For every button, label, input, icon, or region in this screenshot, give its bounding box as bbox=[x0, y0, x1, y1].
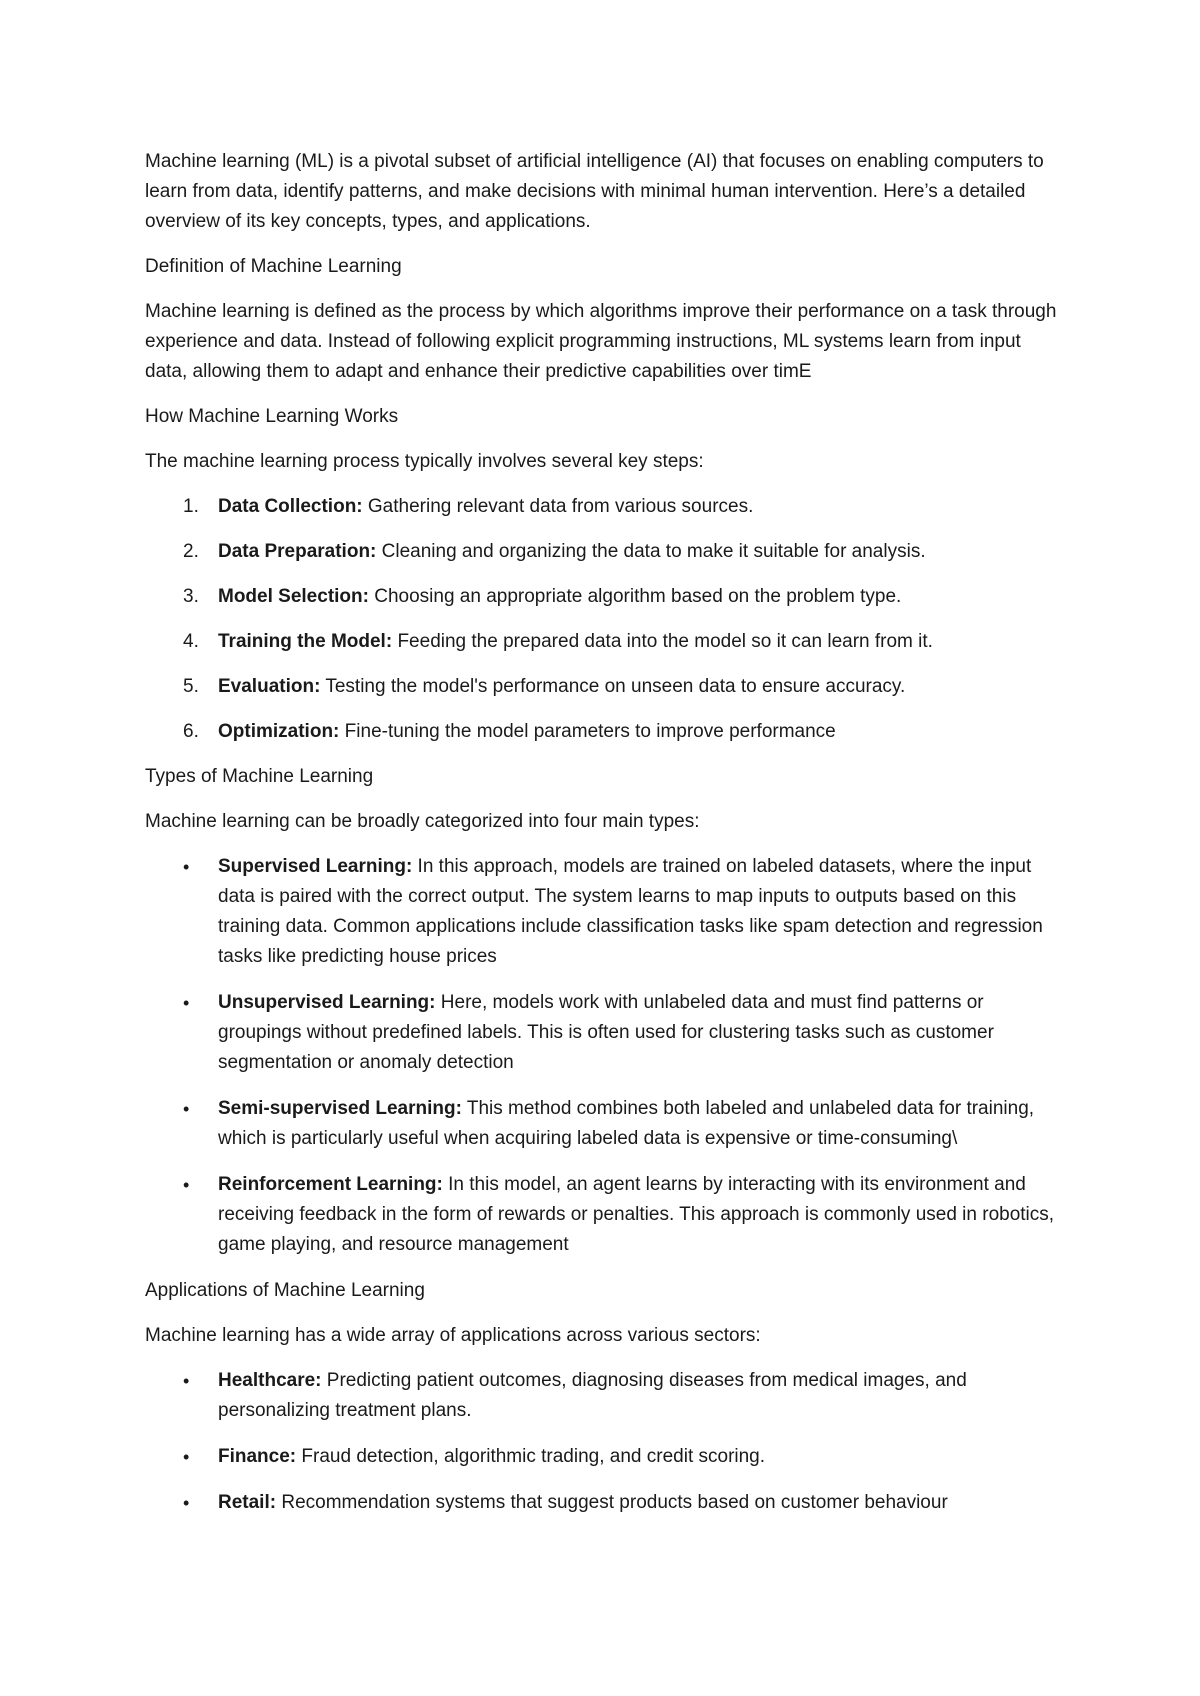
bullet-icon: • bbox=[183, 1175, 190, 1195]
how-intro-paragraph: The machine learning process typically involves several key steps: bbox=[145, 451, 704, 472]
step-text: Fine-tuning the model parameters to improve performance bbox=[339, 721, 836, 742]
document-page bbox=[145, 147, 1065, 1534]
step-item bbox=[145, 627, 1065, 657]
definition-paragraph: Machine learning is defined as the process by which algorithms improve their performance on a task through experience and data. Instead of following explicit programming instructions, ML systems learn from input data, allowing them to adapt and enhance their predictive capabilities over timE bbox=[145, 301, 1057, 382]
application-text: Fraud detection, algorithmic trading, and credit scoring. bbox=[296, 1446, 766, 1467]
application-item bbox=[145, 1488, 1065, 1518]
type-item bbox=[145, 852, 1065, 972]
intro-paragraph: Machine learning (ML) is a pivotal subset of artificial intelligence (AI) that focuses on enabling computers to learn from data, identify patterns, and make decisions with minimal human intervention. Here’s a detailed overview of its key concepts, types, and applications. bbox=[145, 151, 1044, 232]
definition-heading: Definition of Machine Learning bbox=[145, 256, 402, 277]
type-term: Semi-supervised Learning: bbox=[218, 1098, 462, 1119]
application-item bbox=[145, 1442, 1065, 1472]
bullet-icon: • bbox=[183, 1447, 190, 1467]
type-item bbox=[145, 1170, 1065, 1260]
step-term: Data Preparation: bbox=[218, 541, 377, 562]
type-term: Reinforcement Learning: bbox=[218, 1174, 443, 1195]
bullet-icon: • bbox=[183, 1493, 190, 1513]
type-text: In this model, an agent learns by interacting with its environment and receiving feedback in the form of rewards or penalties. This approach is commonly used in robotics, game playing, and resource management bbox=[218, 1174, 1055, 1255]
type-term: Supervised Learning: bbox=[218, 856, 413, 877]
bullet-icon: • bbox=[183, 993, 190, 1013]
step-term: Training the Model: bbox=[218, 631, 393, 652]
step-text: Feeding the prepared data into the model so it can learn from it. bbox=[392, 631, 933, 652]
step-term: Data Collection: bbox=[218, 496, 363, 517]
step-number: 3. bbox=[183, 586, 199, 607]
step-term: Optimization: bbox=[218, 721, 340, 742]
step-number: 6. bbox=[183, 721, 199, 742]
application-item bbox=[145, 1366, 1065, 1426]
type-text: In this approach, models are trained on labeled datasets, where the input data is paired with the correct output. The system learns to map inputs to outputs based on this training data. Common applications include classification tasks like spam detection and regression tasks like predicting house prices bbox=[218, 856, 1043, 967]
step-term: Model Selection: bbox=[218, 586, 369, 607]
step-item bbox=[145, 492, 1065, 522]
step-item bbox=[145, 537, 1065, 567]
types-intro-paragraph: Machine learning can be broadly categorized into four main types: bbox=[145, 811, 700, 832]
step-text: Gathering relevant data from various sources. bbox=[362, 496, 754, 517]
step-term: Evaluation: bbox=[218, 676, 321, 697]
types-heading: Types of Machine Learning bbox=[145, 766, 374, 787]
steps-list bbox=[145, 492, 1065, 747]
step-number: 1. bbox=[183, 496, 199, 517]
bullet-icon: • bbox=[183, 1099, 190, 1119]
bullet-icon: • bbox=[183, 1371, 190, 1391]
step-text: Testing the model's performance on unseen data to ensure accuracy. bbox=[320, 676, 906, 697]
application-text: Predicting patient outcomes, diagnosing diseases from medical images, and personalizing treatment plans. bbox=[218, 1370, 967, 1421]
application-term: Healthcare: bbox=[218, 1370, 322, 1391]
type-item bbox=[145, 1094, 1065, 1154]
step-number: 5. bbox=[183, 676, 199, 697]
type-term: Unsupervised Learning: bbox=[218, 992, 436, 1013]
step-number: 2. bbox=[183, 541, 199, 562]
bullet-icon: • bbox=[183, 857, 190, 877]
step-number: 4. bbox=[183, 631, 199, 652]
applications-list bbox=[145, 1366, 1065, 1518]
step-text: Choosing an appropriate algorithm based on the problem type. bbox=[368, 586, 902, 607]
step-item bbox=[145, 582, 1065, 612]
step-item bbox=[145, 717, 1065, 747]
application-text: Recommendation systems that suggest products based on customer behaviour bbox=[276, 1492, 948, 1513]
applications-heading: Applications of Machine Learning bbox=[145, 1280, 425, 1301]
application-term: Finance: bbox=[218, 1446, 297, 1467]
type-text: This method combines both labeled and unlabeled data for training, which is particularly useful when acquiring labeled data is expensive or time-consuming\ bbox=[218, 1098, 1035, 1149]
type-item bbox=[145, 988, 1065, 1078]
types-list bbox=[145, 852, 1065, 1260]
applications-intro-paragraph: Machine learning has a wide array of applications across various sectors: bbox=[145, 1325, 761, 1346]
step-item bbox=[145, 672, 1065, 702]
step-text: Cleaning and organizing the data to make it suitable for analysis. bbox=[376, 541, 926, 562]
how-heading: How Machine Learning Works bbox=[145, 406, 399, 427]
type-text: Here, models work with unlabeled data and must find patterns or groupings without predefined labels. This is often used for clustering tasks such as customer segmentation or anomaly detection bbox=[218, 992, 994, 1073]
application-term: Retail: bbox=[218, 1492, 277, 1513]
